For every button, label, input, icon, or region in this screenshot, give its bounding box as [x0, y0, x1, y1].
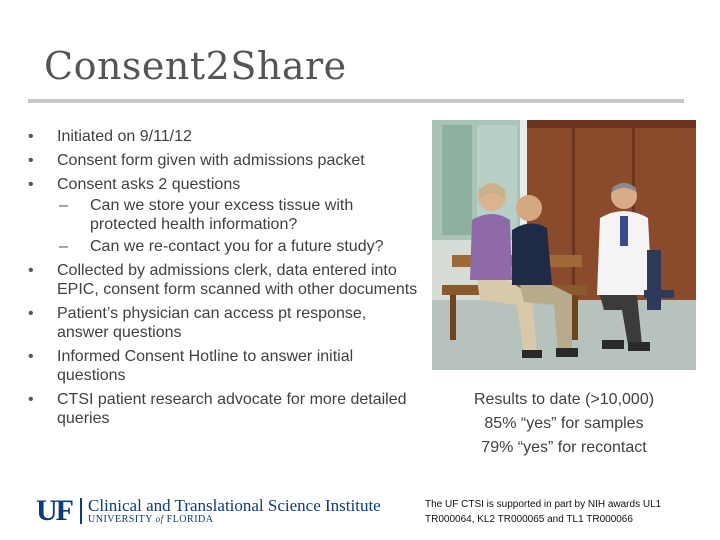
- dash-icon: –: [59, 238, 68, 255]
- bullet-list: [28, 127, 418, 433]
- bullet-text: Patient’s physician can access pt response, answer questions: [57, 305, 367, 341]
- bullet-text: Consent form given with admissions packet: [57, 152, 365, 169]
- university-of: of: [155, 514, 164, 524]
- bullet-item: [28, 347, 418, 385]
- bullet-icon: •: [28, 305, 34, 322]
- sub-bullet-list: [57, 196, 418, 256]
- bullet-text: Consent asks 2 questions: [57, 176, 241, 193]
- sub-bullet-item: [28, 196, 418, 234]
- bullet-text: Informed Consent Hotline to answer initial questions: [57, 348, 354, 384]
- logo-divider: [80, 498, 82, 524]
- slide-title: Consent2Share: [44, 44, 347, 88]
- bullet-icon: •: [28, 176, 34, 193]
- bullet-item: [28, 390, 418, 428]
- results-samples: 85% “yes” for samples: [484, 415, 644, 432]
- bullet-icon: •: [28, 262, 34, 279]
- bullet-item: [28, 261, 418, 299]
- uf-ctsi-logo: [36, 496, 396, 526]
- bullet-item: [28, 175, 418, 256]
- sub-bullet-text: Can we re-contact you for a future study?: [90, 238, 384, 255]
- results-summary: [432, 388, 696, 460]
- bullet-text: Collected by admissions clerk, data entered into EPIC, consent form scanned with other documents: [57, 262, 418, 298]
- bullet-icon: •: [28, 152, 34, 169]
- title-divider: [28, 99, 684, 103]
- sub-bullet-text: Can we store your excess tissue with protected health information?: [90, 197, 354, 233]
- results-recontact: 79% “yes” for recontact: [481, 439, 647, 456]
- bullet-icon: •: [28, 391, 34, 408]
- institute-name: Clinical and Translational Science Institute: [88, 496, 381, 515]
- uf-logo-mark-icon: [36, 496, 76, 526]
- sub-bullet-item: [28, 237, 418, 256]
- dash-icon: –: [59, 197, 68, 214]
- funding-note: The UF CTSI is supported in part by NIH awards UL1 TR000064, KL2 TR000065 and TL1 TR000066: [425, 499, 662, 525]
- bullet-text: CTSI patient research advocate for more detailed queries: [57, 391, 407, 427]
- university-name: [88, 514, 213, 525]
- bullet-icon: •: [28, 128, 34, 145]
- bullet-text: Initiated on 9/11/12: [57, 128, 192, 145]
- bullet-item: [28, 151, 418, 170]
- results-heading: Results to date (>10,000): [473, 391, 655, 408]
- photo-of-physician-talking-with-patients-icon: [432, 120, 696, 370]
- florida-word: FLORIDA: [166, 514, 214, 525]
- bullet-item: [28, 304, 418, 342]
- university-word: UNIVERSITY: [88, 514, 153, 525]
- bullet-icon: •: [28, 348, 34, 365]
- bullet-item: [28, 127, 418, 146]
- uf-logo-letters: UF: [36, 494, 72, 527]
